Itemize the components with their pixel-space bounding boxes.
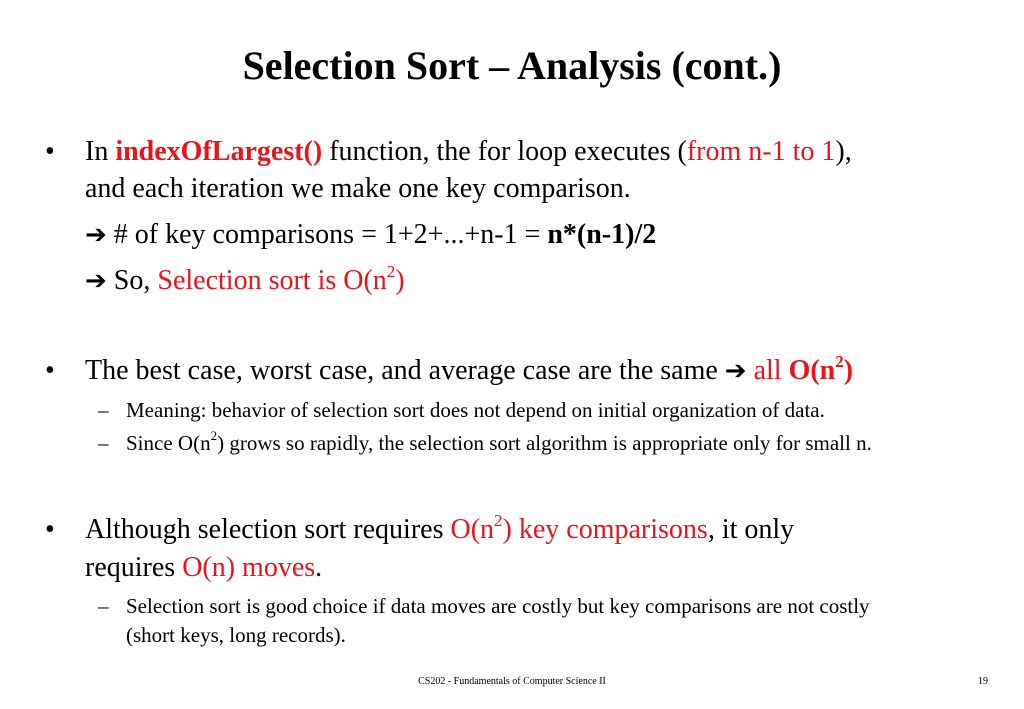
dash-marker: – bbox=[98, 594, 109, 618]
bullet-dot: • bbox=[45, 514, 55, 545]
slide-footer: CS202 - Fundamentals of Computer Science II bbox=[418, 676, 606, 687]
comparisons-line: ➔ # of key comparisons = 1+2+...+n-1 = n*(n-1)/2 bbox=[85, 219, 657, 250]
loop-range: from n-1 to 1 bbox=[686, 136, 836, 167]
bullet-1-line-2: and each iteration we make one key comparison. bbox=[85, 173, 631, 204]
function-name: indexOfLargest() bbox=[115, 136, 323, 167]
bullet-dot: • bbox=[45, 355, 55, 386]
comparisons-formula: n*(n-1)/2 bbox=[547, 219, 657, 250]
bullet-1-line-1: In indexOfLargest() function, the for loop executes (from n-1 to 1), bbox=[85, 136, 852, 167]
arrow-right-icon: ➔ bbox=[85, 220, 107, 250]
arrow-right-icon: ➔ bbox=[85, 266, 107, 296]
complexity-statement: Selection sort is $O(n^2)$ bbox=[157, 261, 405, 296]
bullet-3-line-1: Although selection sort requires $O(n^2)$ key comparisons, it only bbox=[85, 510, 795, 545]
dash-marker: – bbox=[98, 398, 109, 422]
complexity-all: $O(n^2)$ bbox=[788, 351, 854, 386]
dash-marker: – bbox=[98, 431, 109, 455]
bullet-2-line-1: The best case, worst case, and average case are the same ➔ all $O(n^2)$ bbox=[85, 351, 854, 386]
key-comparisons-text: $O(n^2)$ key comparisons bbox=[450, 510, 708, 545]
arrow-right-icon: ➔ bbox=[724, 356, 747, 386]
complexity-line: ➔ So, Selection sort is $O(n^2)$ bbox=[85, 261, 405, 296]
bullet-dot: • bbox=[45, 136, 55, 167]
slide-title: Selection Sort – Analysis (cont.) bbox=[242, 43, 782, 88]
bullet-3-line-2: requires O(n) moves. bbox=[85, 552, 323, 583]
page-number: 19 bbox=[978, 676, 988, 687]
moves-text: O(n) moves bbox=[182, 552, 316, 583]
